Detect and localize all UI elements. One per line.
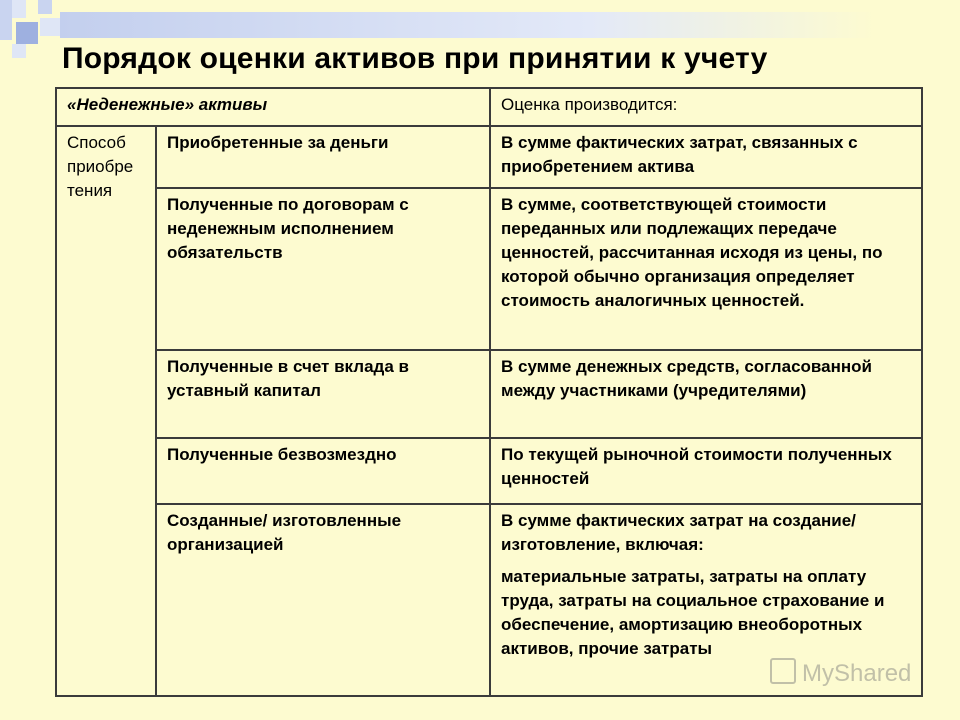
- valuation-cell: В сумме денежных средств, согласованной между участниками (учредителями): [490, 350, 922, 438]
- valuation-cell: По текущей рыночной стоимости полученных ценностей: [490, 438, 922, 504]
- decor-square: [12, 44, 26, 58]
- decor-square: [12, 0, 26, 18]
- watermark: [770, 658, 911, 688]
- valuation-table: [55, 87, 923, 697]
- header-valuation: Оценка производится:: [490, 88, 922, 126]
- watermark-icon: [770, 658, 796, 684]
- method-cell: Полученные по договорам с неденежным исполнением обязательств: [156, 188, 490, 350]
- valuation-cell: В сумме фактических затрат, связанных с приобретением актива: [490, 126, 922, 188]
- decor-square: [40, 18, 60, 36]
- table-row: [56, 188, 922, 350]
- valuation-text: В сумме фактических затрат на создание/изготовление, включая:: [501, 511, 856, 554]
- page-title: Порядок оценки активов при принятии к учету: [62, 42, 768, 75]
- valuation-cell: В сумме, соответствующей стоимости переданных или подлежащих передаче ценностей, рассчитанная исходя из цены, по которой обычно организация определяет стоимость аналогичных ценностей.: [490, 188, 922, 350]
- table-row: [56, 350, 922, 438]
- table-row: [56, 438, 922, 504]
- decor-square: [0, 0, 12, 40]
- title-decor-bar: [60, 12, 875, 38]
- method-cell: Полученные безвозмездно: [156, 438, 490, 504]
- method-cell: Приобретенные за деньги: [156, 126, 490, 188]
- valuation-detail: материальные затраты, затраты на оплату труда, затраты на социальное страхование и обеспечение, амортизацию внеоборотных активов, прочие затраты: [501, 567, 885, 658]
- acquisition-method-label: Способ приобре тения: [56, 126, 156, 696]
- decor-square: [38, 0, 52, 14]
- decor-square: [16, 22, 38, 44]
- table-row: [56, 126, 922, 188]
- watermark-text: MyShared: [802, 660, 912, 687]
- header-assets: «Неденежные» активы: [56, 88, 490, 126]
- method-cell: Созданные/ изготовленные организацией: [156, 504, 490, 696]
- table-header-row: [56, 88, 922, 126]
- method-cell: Полученные в счет вклада в уставный капитал: [156, 350, 490, 438]
